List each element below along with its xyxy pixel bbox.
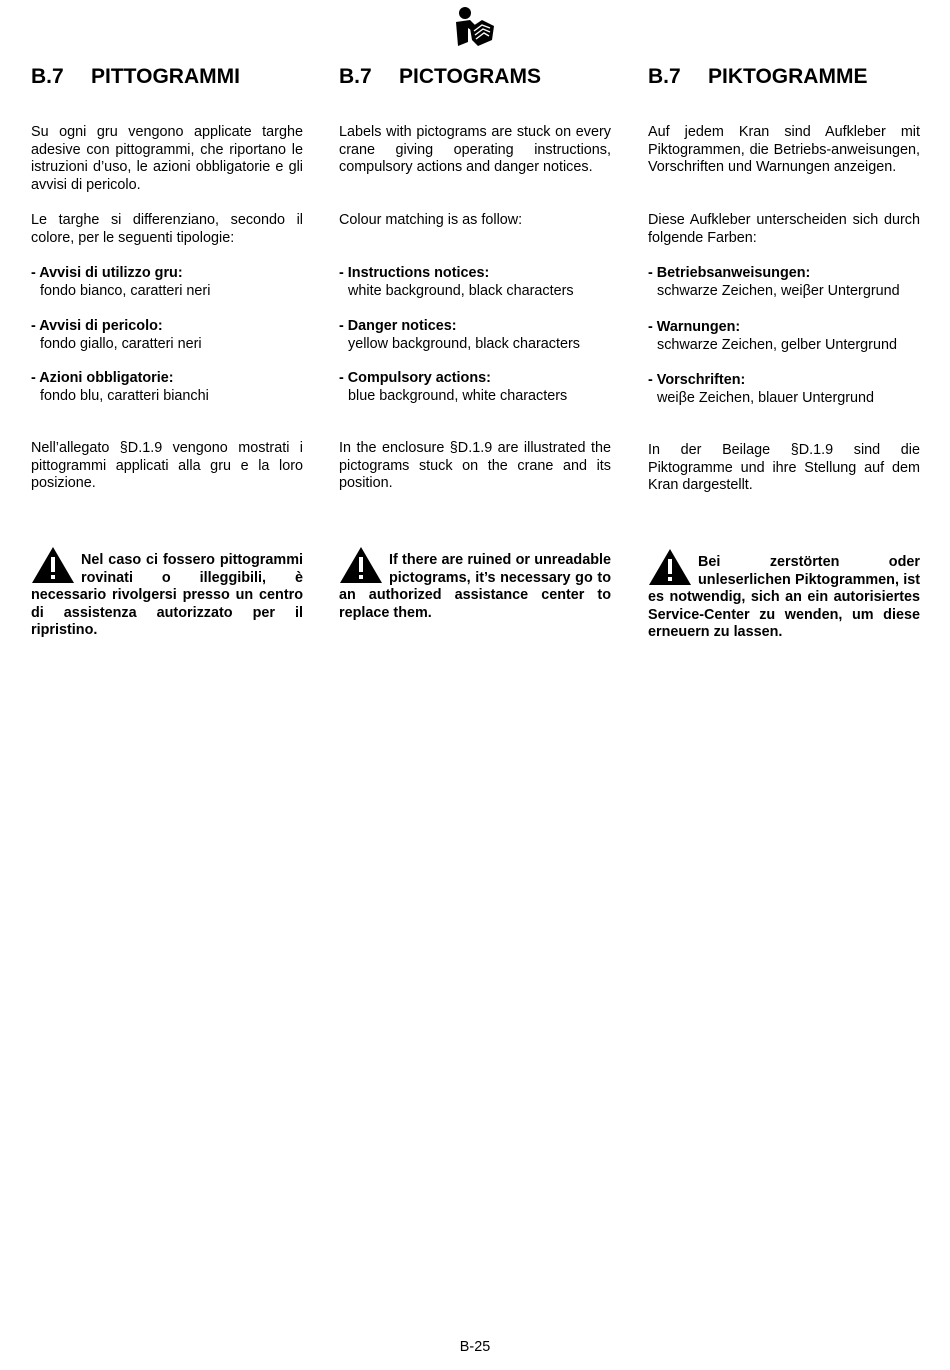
list-item-title: - Vorschriften:: [648, 372, 746, 388]
warning-text: If there are ruined or unreadable pictograms, it’s necessary go to an authorized assistance center to replace them.: [339, 552, 611, 621]
warning-text: Nel caso ci fossero pittogrammi rovinati o illeggibili, è necessario rivolgersi presso un centro di assistenza autorizzato per il ripristino.: [31, 552, 303, 639]
list-item-title: - Avvisi di pericolo:: [31, 318, 163, 334]
color-intro-paragraph: Le targhe si differenziano, secondo il colore, per le seguenti tipologie:: [31, 212, 303, 246]
enclosure-paragraph: In der Beilage §D.1.9 sind die Piktogramme und ihre Stellung auf dem Kran dargestellt.: [648, 442, 920, 494]
column-english: [339, 62, 611, 621]
list-item: [31, 265, 303, 300]
warning-note: [648, 554, 920, 642]
list-item-desc: fondo blu, caratteri bianchi: [40, 387, 209, 404]
list-item: [648, 319, 920, 354]
list-item-desc: weiβe Zeichen, blauer Untergrund: [657, 389, 875, 406]
intro-paragraph: Su ogni gru vengono applicate targhe adesive con pittogrammi, che riportano le istruzioni d’uso, le azioni obbligatorie e gli avvisi di pericolo.: [31, 124, 303, 193]
intro-paragraph: Auf jedem Kran sind Aufkleber mit Piktogrammen, die Betriebs-anweisungen, Vorschriften und Warnungen anzeigen.: [648, 124, 920, 176]
list-item-desc: schwarze Zeichen, gelber Untergrund: [657, 336, 897, 353]
warning-triangle-icon: [648, 548, 692, 586]
list-item-title: - Azioni obbligatorie:: [31, 370, 174, 386]
section-title: PITTOGRAMMI: [91, 65, 240, 88]
section-heading: [31, 62, 303, 92]
list-item: [31, 370, 303, 405]
section-title: PIKTOGRAMME: [708, 65, 868, 88]
list-item-title: - Warnungen:: [648, 319, 741, 335]
enclosure-paragraph: In the enclosure §D.1.9 are illustrated the pictograms stuck on the crane and its position.: [339, 440, 611, 492]
warning-triangle-icon: [339, 546, 383, 584]
list-item: [31, 318, 303, 353]
list-item-desc: white background, black characters: [348, 282, 574, 299]
list-item-title: - Betriebsanweisungen:: [648, 265, 811, 281]
list-item-desc: yellow background, black characters: [348, 335, 580, 352]
list-item-desc: blue background, white characters: [348, 387, 568, 404]
section-heading: [648, 62, 920, 92]
list-item-title: - Avvisi di utilizzo gru:: [31, 265, 183, 281]
section-number: B.7: [648, 65, 681, 88]
list-item-desc: schwarze Zeichen, weiβer Untergrund: [657, 282, 900, 299]
page-number: B-25: [459, 1339, 491, 1355]
list-item: [648, 372, 920, 407]
list-item-title: - Danger notices:: [339, 318, 457, 334]
color-intro-paragraph: Colour matching is as follow:: [339, 212, 523, 228]
read-manual-icon: [452, 6, 496, 48]
section-heading: [339, 62, 611, 92]
list-item-title: - Instructions notices:: [339, 265, 490, 281]
warning-text: Bei zerstörten oder unleserlichen Piktogrammen, ist es notwendig, sich an ein autorisiertes Service-Center zu wenden, um diese erneuern zu lassen.: [648, 554, 920, 641]
list-item: [339, 370, 611, 405]
section-number: B.7: [339, 65, 372, 88]
warning-triangle-icon: [31, 546, 75, 584]
section-title: PICTOGRAMS: [399, 65, 541, 88]
intro-paragraph: Labels with pictograms are stuck on every crane giving operating instructions, compulsory actions and danger notices.: [339, 124, 611, 176]
warning-note: [339, 552, 611, 622]
section-number: B.7: [31, 65, 64, 88]
enclosure-paragraph: Nell’allegato §D.1.9 vengono mostrati i pittogrammi applicati alla gru e la loro posizione.: [31, 440, 303, 492]
warning-note: [31, 552, 303, 640]
list-item: [339, 318, 611, 353]
color-intro-paragraph: Diese Aufkleber unterscheiden sich durch folgende Farben:: [648, 212, 920, 246]
list-item-title: - Compulsory actions:: [339, 370, 491, 386]
list-item-desc: fondo bianco, caratteri neri: [40, 282, 211, 299]
list-item: [339, 265, 611, 300]
column-german: [648, 62, 920, 641]
column-italian: [31, 62, 303, 639]
list-item: [648, 265, 920, 300]
list-item-desc: fondo giallo, caratteri neri: [40, 335, 202, 352]
